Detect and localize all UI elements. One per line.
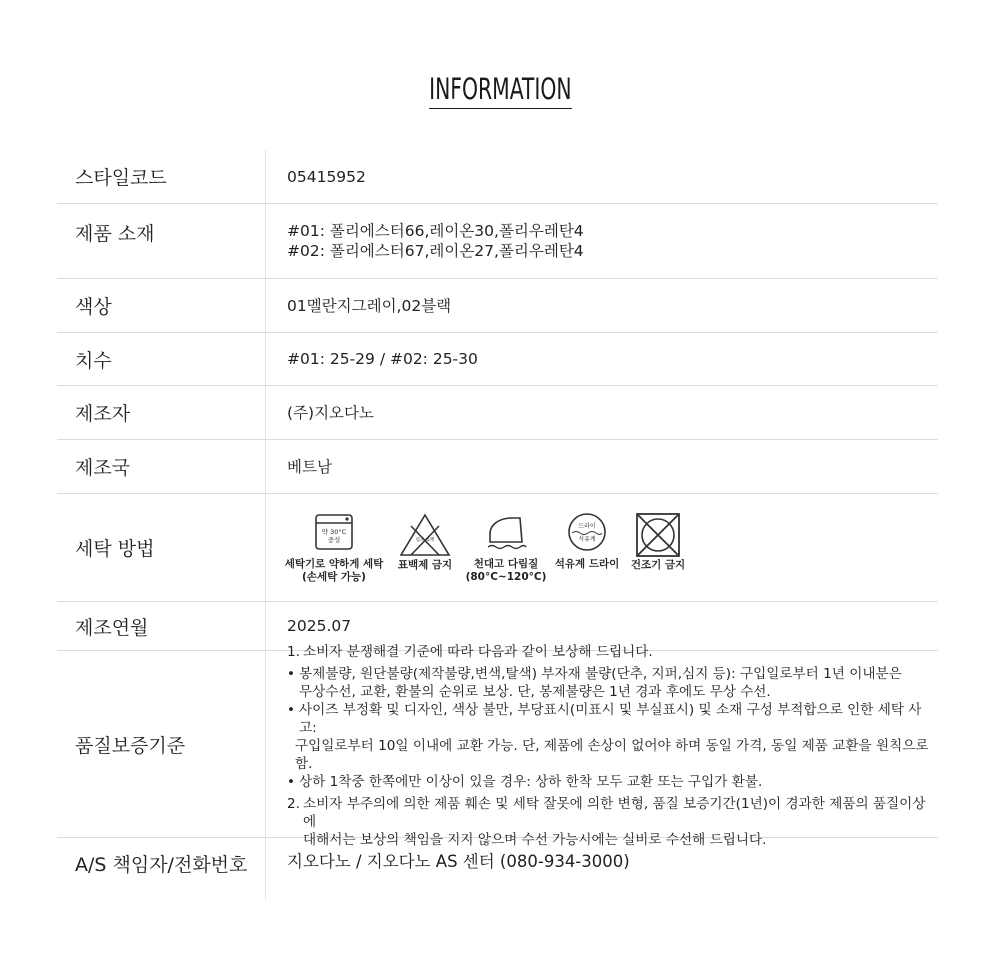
quality-bullet-2 (287, 701, 938, 737)
wash-item (387, 512, 463, 572)
wash-icons (281, 512, 938, 584)
size-value: #01: 25-29 / #02: 25-30 (287, 350, 478, 368)
bullet-text: 상하 1착중 한쪽에만 이상이 있을 경우: 상하 한착 모두 교환 또는 구입가 환불. (299, 774, 763, 790)
country-value: 베트남 (287, 457, 332, 476)
page-title: INFORMATION (429, 72, 571, 109)
row-style-code (57, 150, 938, 204)
bullet-text: 봉제불량, 원단불량(제작불량,변색,탈색) 부자재 불량(단추, 지퍼,심지 등): 구입일로부터 1년 이내분은 (299, 666, 902, 682)
row-material (57, 204, 938, 279)
row-label: 제조연월 (57, 602, 266, 650)
style-code-value: 05415952 (287, 167, 366, 186)
wash-caption (285, 558, 384, 584)
wash-caption (555, 558, 620, 571)
row-label: 스타일코드 (57, 150, 266, 203)
row-label: 제조국 (57, 440, 266, 493)
bullet: • (287, 702, 296, 718)
row-label: 치수 (57, 333, 266, 385)
row-wash (57, 494, 938, 602)
wash-item (281, 512, 387, 584)
date-value: 2025.07 (287, 617, 352, 635)
row-quality (57, 644, 938, 848)
material-line-1: #01: 폴리에스터66,레이온30,폴리우레탄4 (287, 222, 584, 240)
row-country (57, 440, 938, 494)
row-value (266, 386, 938, 439)
row-value (266, 440, 938, 493)
bullet-text: 사이즈 부정확 및 디자인, 색상 불만, 부당표시(미표시 및 부실표시) 및 소재 구성 부적합으로 인한 세탁 사고: (298, 702, 922, 736)
tri-text-1: 염소 (415, 537, 425, 543)
maker-value: (주)지오다노 (287, 403, 374, 422)
row-maker (57, 386, 938, 440)
iron-icon (482, 512, 530, 552)
wash-item (463, 512, 549, 584)
caption-line: 표백제 금지 (397, 558, 453, 571)
caption-line: 천대고 다림질 (473, 557, 539, 570)
wash-caption (631, 559, 685, 572)
circle-text-1: 드라이 (578, 522, 596, 530)
item-text-cont: 대해서는 보상의 책임을 지지 않으며 수선 가능시에는 실비로 수선해 드립니다. (303, 832, 767, 848)
row-value (266, 204, 938, 278)
quality-bullet-1 (287, 665, 938, 683)
bullet-text-cont: 구입일로부터 10일 이내에 교환 가능. 단, 제품에 손상이 없어야 하며 동일 가격, 동일 제품 교환을 원칙으로 함. (295, 738, 929, 772)
no-bleach-icon (399, 512, 451, 558)
quality-bullet-3 (287, 773, 938, 791)
row-value (266, 494, 938, 601)
row-label: A/S 책임자/전화번호 (57, 838, 266, 900)
bullet: • (287, 666, 296, 682)
color-value: 01멜란지그레이,02블랙 (287, 296, 452, 315)
hand-wash-30-icon (314, 512, 354, 552)
row-value (266, 644, 938, 848)
dry-clean-icon (565, 512, 609, 552)
row-value (266, 279, 938, 332)
quality-item-1 (287, 643, 938, 661)
row-value (266, 150, 938, 203)
caption-line: (80°C~120°C) (465, 570, 547, 583)
wash-item (549, 512, 625, 571)
row-value (266, 333, 938, 385)
row-label: 제품 소재 (57, 204, 266, 278)
bullet: • (287, 774, 296, 790)
item-text: 소비자 부주의에 의한 제품 훼손 및 세탁 잘못에 의한 변형, 품질 보증기간(1년)이 경과한 제품의 품질이상에 (302, 796, 926, 830)
item-text: 소비자 분쟁해결 기준에 따라 다음과 같이 보상해 드립니다. (303, 644, 653, 660)
circle-text-2: 석유계 (578, 535, 596, 543)
caption-line: 세탁기로 약하게 세탁 (284, 557, 384, 570)
wash-caption (466, 558, 547, 584)
item-number: 1. (287, 644, 300, 660)
row-value (266, 838, 938, 900)
page-title-wrap (0, 72, 1000, 109)
no-tumble-dry-icon (635, 512, 681, 558)
tub-text-1: 약 30°C (321, 527, 347, 536)
tri-text-2: 표백 (425, 537, 435, 543)
caption-line: (손세탁 가능) (302, 570, 366, 583)
row-label: 세탁 방법 (57, 494, 266, 601)
material-line-2: #02: 폴리에스터67,레이온27,폴리우레탄4 (287, 242, 584, 260)
quality-item-2 (287, 795, 938, 831)
row-as (57, 838, 938, 900)
caption-line: 건조기 금지 (630, 558, 686, 571)
row-label: 제조자 (57, 386, 266, 439)
row-color (57, 279, 938, 333)
bullet-text-cont: 무상수선, 교환, 환불의 순위로 보상. 단, 봉제불량은 1년 경과 후에도 무상 수선. (299, 684, 771, 700)
item-number: 2. (287, 796, 300, 812)
row-label: 품질보증기준 (57, 651, 266, 837)
wash-caption (398, 559, 452, 572)
wash-item (625, 512, 691, 572)
info-table (57, 150, 938, 900)
row-size (57, 333, 938, 386)
tub-text-2: 중성 (327, 535, 341, 544)
row-label: 색상 (57, 279, 266, 332)
quality-text (287, 639, 938, 849)
caption-line: 석유계 드라이 (554, 557, 620, 570)
as-value: 지오다노 / 지오다노 AS 센터 (080-934-3000) (287, 852, 630, 871)
